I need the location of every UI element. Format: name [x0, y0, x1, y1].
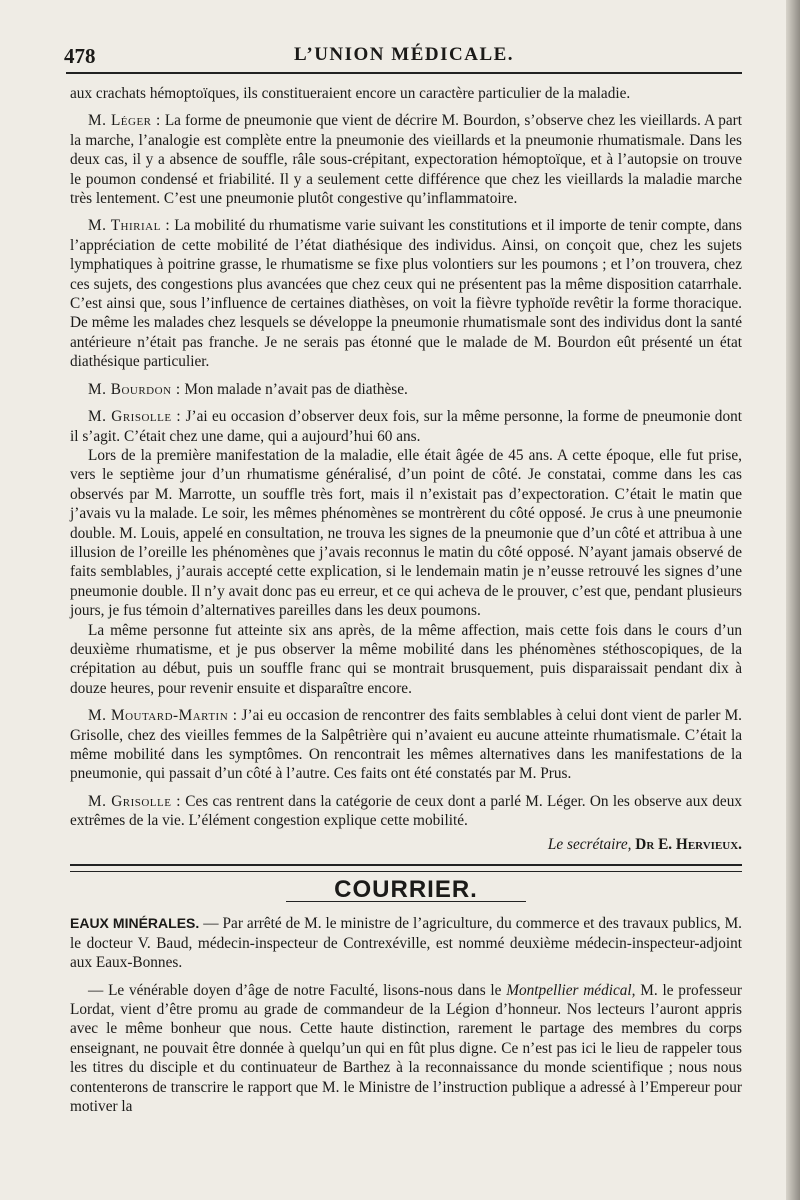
speaker-name: M. Moutard-Martin : — [88, 707, 238, 725]
page-edge-shadow — [786, 0, 800, 1200]
speaker-name: M. Léger : — [88, 112, 161, 130]
news-item — [70, 981, 742, 1117]
speaker-name: M. Grisolle : — [88, 408, 182, 426]
paragraph-grisolle — [70, 407, 742, 446]
paragraph-text: J’ai eu occasion d’observer deux fois, sur la même personne, la forme de pneumonie dont il s’agit. C’était chez une dame, qui a aujourd’hui 60 ans. — [70, 408, 742, 445]
paragraph-leger — [70, 111, 742, 208]
news-text: — Le vénérable doyen d’âge de notre Faculté, lisons-nous dans le — [88, 981, 502, 999]
paragraph-text: J’ai eu occasion de rencontrer des faits semblables à celui dont vient de parler M. Grisolle, chez des vieilles femmes de la Salpêtrière qui n’avaient eu aucune atteinte rhumatismale. C’était la même mobilité dans les symptômes. On rencontrait les mêmes alternatives dans les manifestations de la pneumonie, qui passait d’un côté à l’autre. Ces faits ont été constatés par M. Prus. — [70, 707, 742, 783]
news-text: M. le professeur Lordat, vient d’être promu au grade de commandeur de la Légion d’honneur. Nos lecteurs l’auront appris avec le même bonheur que nous. Cette haute distinction, rarement le partage des membres du corps enseignant, ne pouvait être donnée à quelqu’un qui en fût plus digne. Ce n’est pas ici le lieu de rappeler tous les titres du disciple et du continuateur de Barthez à la reconnaissance du monde scientifique ; nous nous contenterons de transcrire le rapport que M. le Ministre de l’instruction publique a adressé à l’Empereur pour motiver la — [70, 981, 743, 1116]
news-item — [70, 914, 742, 972]
page-header — [64, 44, 744, 74]
news-lead: EAUX MINÉRALES. — [70, 915, 200, 932]
page-number: 478 — [64, 44, 96, 68]
paragraph: La même personne fut atteinte six ans après, de la même affection, mais cette fois dans le cours d’un deuxième rhumatisme, et je pus observer la même mobilité dans les phénomènes stéthoscopiques, de la crépitation au début, puis un souffle franc qui se montrait brusquement, puis disparaissait pendant dix à douze heures, pour revenir ensuite et disparaître encore. — [70, 621, 742, 697]
speaker-name: M. Bourdon : — [88, 380, 181, 398]
news-text: — Par arrêté de M. le ministre de l’agriculture, du commerce et des travaux publics, M. le docteur V. Baud, médecin-inspecteur de Contrexéville, est nommé deuxième médecin-inspecteur-adjoint aux Eaux-Bonnes. — [70, 915, 743, 972]
signature-name: Dr E. Hervieux. — [635, 835, 742, 853]
section-divider — [70, 864, 742, 872]
paragraph-text: La mobilité du rhumatisme varie suivant les constitutions et il importe de tenir compte, dans l’appréciation de cette mobilité de l’état diathésique des individus. Ainsi, on conçoit que, chez les sujets lymphatiques à poitrine grasse, le rhumatisme se fixe plus volontiers sur les poumons ; et l’on trouvera, chez ces sujets, des congestions plus avancées que chez ceux qui ne présentent pas la même disposition catarrhale. C’est ainsi que, sous l’influence de certaines diathèses, on voit la fièvre typhoïde revêtir la forme thoracique. De même les malades chez lesquels se développe la pneumonie rhumatismale sont des individus dont la santé antérieure n’était pas franche. Je ne serais pas étonné que le malade de M. Bourdon eût présenté un état diathésique particulier. — [70, 217, 742, 371]
body-text — [70, 84, 742, 1117]
header-rule — [66, 72, 742, 74]
running-title: L’UNION MÉDICALE. — [293, 44, 515, 65]
paragraph-grisolle-2 — [70, 792, 742, 831]
paragraph: Lors de la première manifestation de la maladie, elle était âgée de 45 ans. A cette époque, elle fut prise, vers le septième jour d’un rhumatisme généralisé, d’un point de côté. Je constatai, comme dans les cas observés par M. Marrotte, un souffle très fort, mais il n’existait pas d’expectoration. C’était le matin que j’avais vu la malade. Le soir, les mêmes phénomènes se montrèrent du côté opposé. Je crus à une pneumonie double. M. Louis, appelé en consultation, ne trouva les signes de la pneumonie que d’un côté et attribua à une illusion de l’oreille les phénomènes que j’avais reconnus le matin du côté opposé. N’ayant jamais observé de faits semblables, j’aurais accepté cette explication, si le lendemain matin je n’eusse retrouvé les signes d’une pneumonie double. Il n’y avait donc pas eu erreur, et ce qui acheva de le prouver, c’est que, pendant plusieurs jours, je fus témoin d’alternatives pareilles dans les deux poumons. — [70, 446, 742, 620]
paragraph-thirial — [70, 216, 742, 371]
paragraph-text: Ces cas rentrent dans la catégorie de ceux dont a parlé M. Léger. On les observe aux deux extrêmes de la vie. L’élément congestion explique cette mobilité. — [70, 792, 743, 830]
paragraph-text: La forme de pneumonie que vient de décrire M. Bourdon, s’observe chez les vieillards. A part la marche, l’analogie est complète entre la pneumonie des vieillards et la pneumonie rhumatismale. Dans les deux cas, il y a absence de souffle, râle sous-crépitant, expectoration hémoptoïque, et à l’autopsie on trouve le poumon condensé et friabilité. Il y a seulement cette différence que chez les vieillards la maladie marche très lentement. C’est une pneumonie plutôt congestive qu’inflammatoire. — [70, 112, 743, 208]
signature — [70, 835, 742, 854]
signature-role: Le secrétaire, — [547, 835, 632, 853]
speaker-name: M. Thirial : — [88, 217, 171, 235]
section-heading: COURRIER. — [334, 876, 478, 904]
paragraph: aux crachats hémoptoïques, ils constitueraient encore un caractère particulier de la maladie. — [70, 85, 631, 102]
journal-title: Montpellier médical, — [506, 981, 636, 999]
paragraph-text: Mon malade n’avait pas de diathèse. — [184, 380, 408, 398]
paragraph-moutard-martin — [70, 706, 742, 784]
paragraph-bourdon — [70, 380, 742, 399]
speaker-name: M. Grisolle : — [88, 792, 181, 810]
